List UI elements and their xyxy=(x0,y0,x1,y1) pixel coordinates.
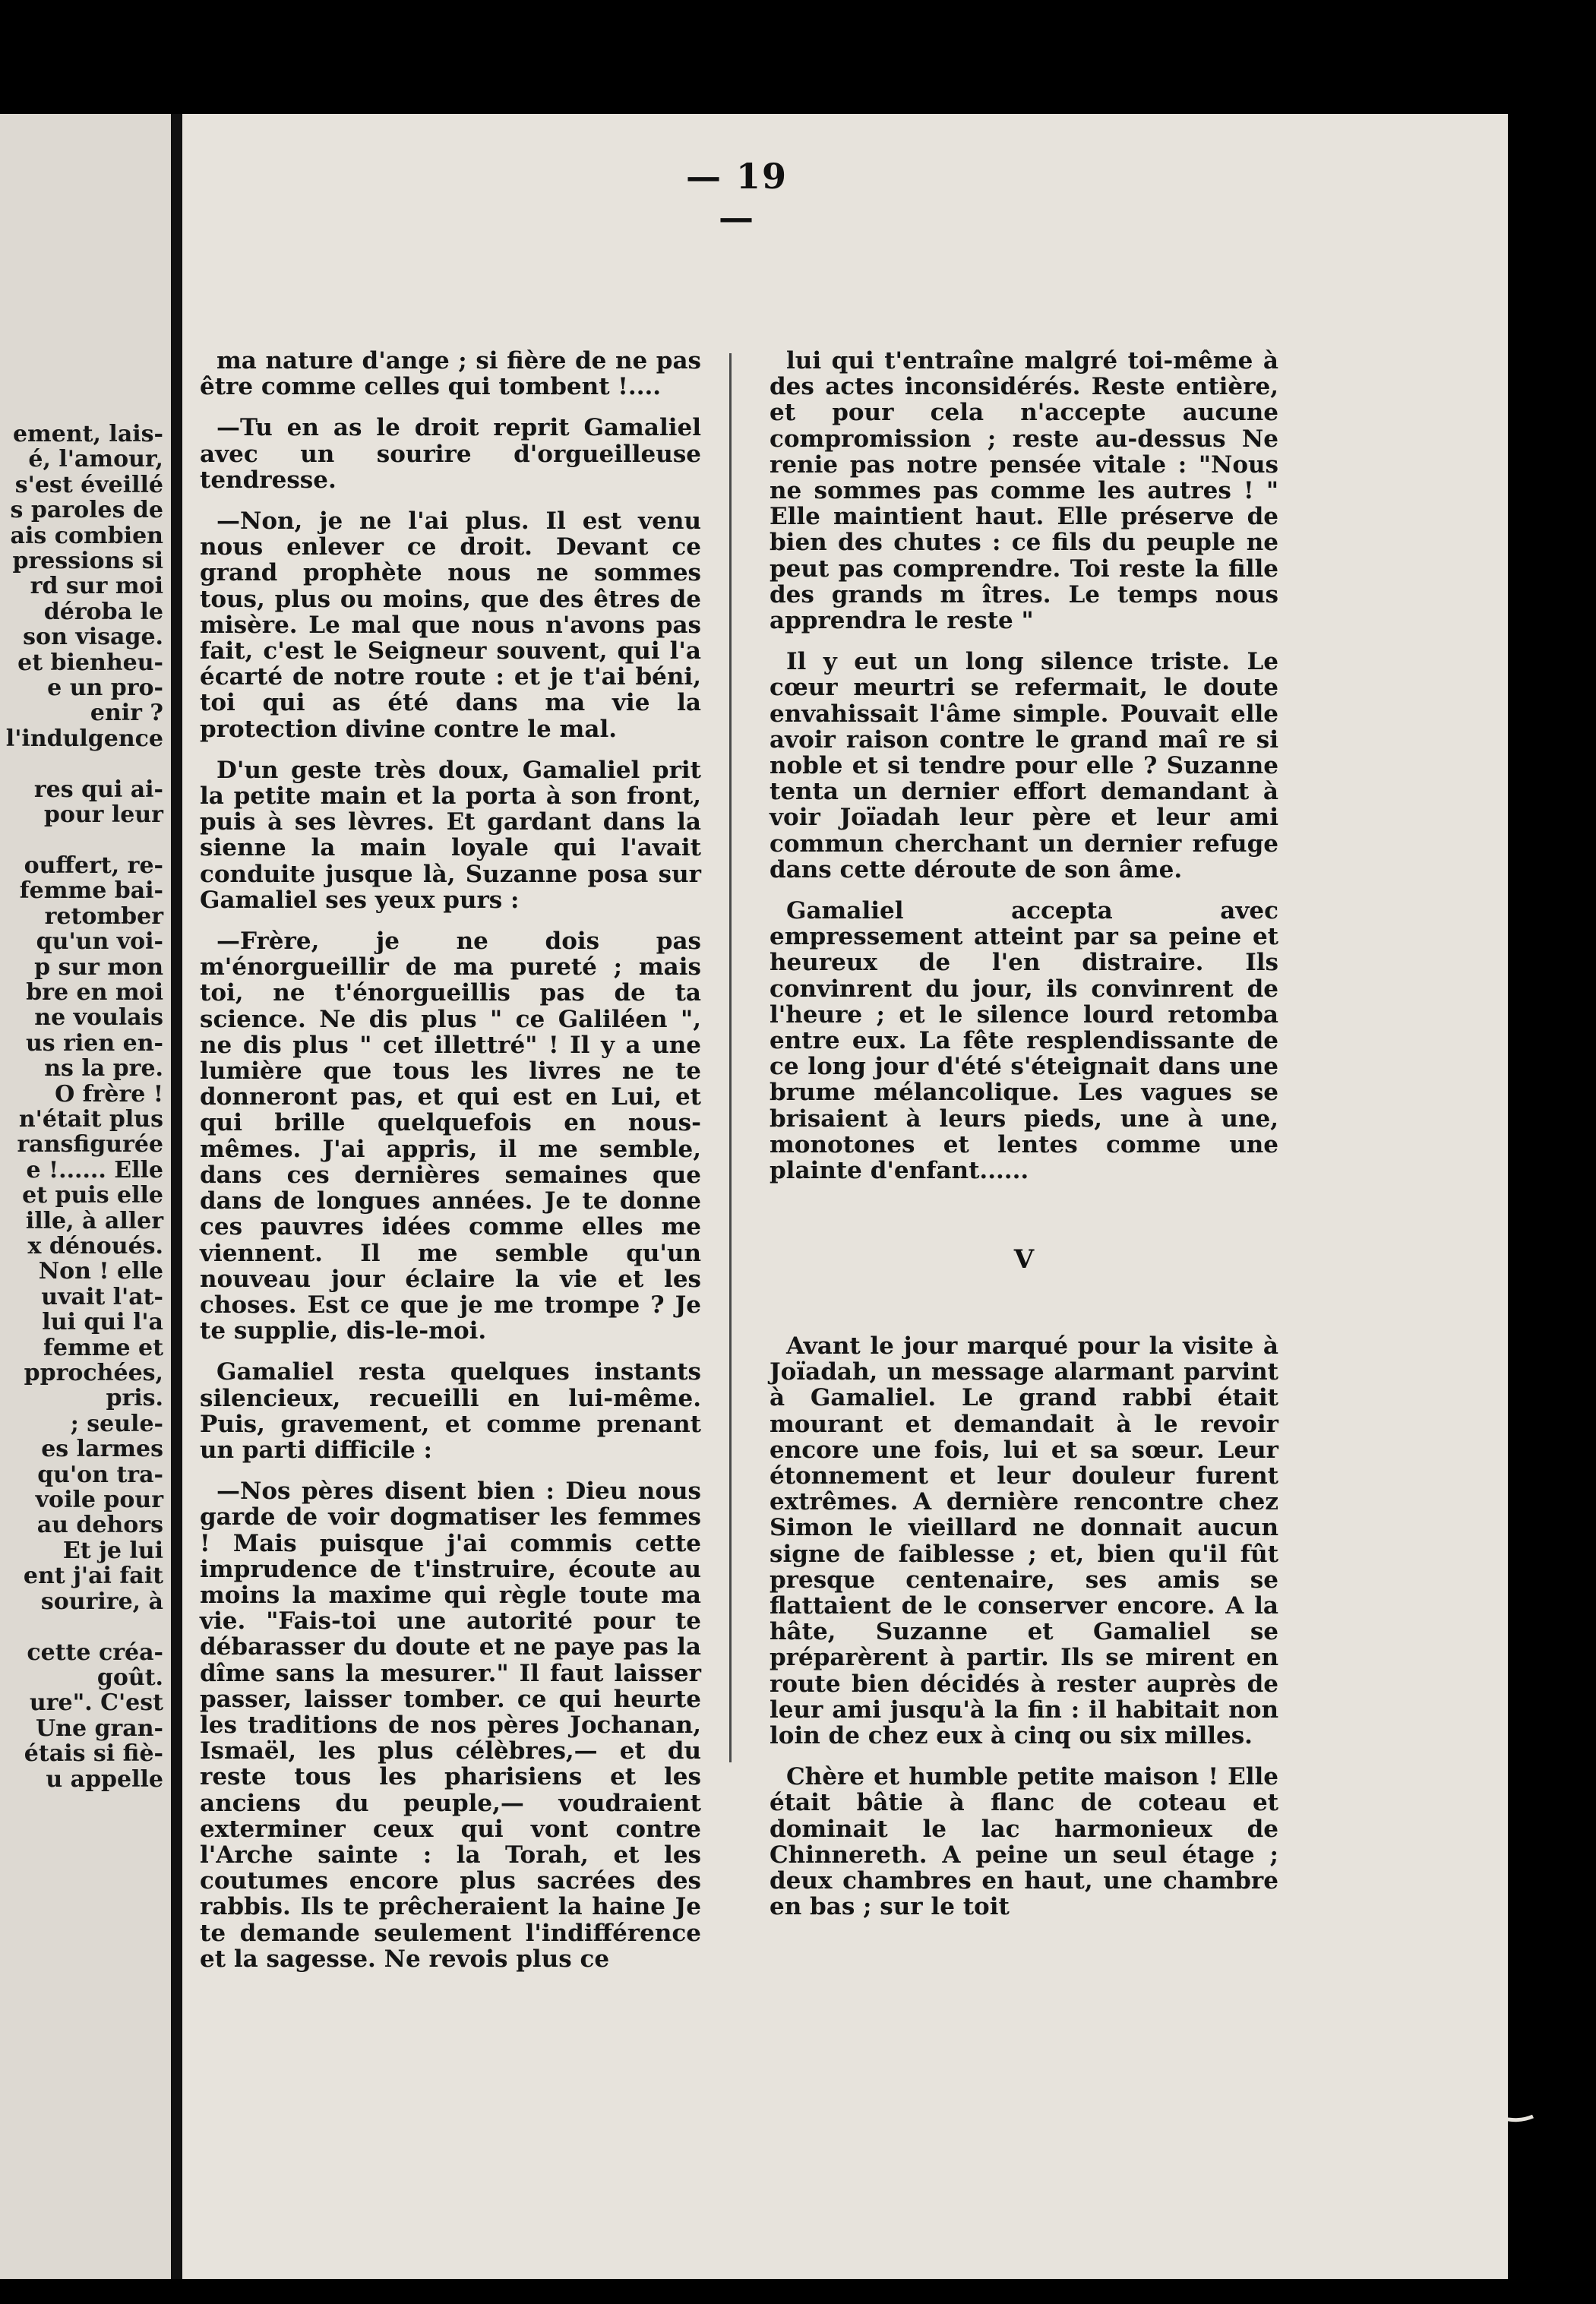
facing-page-line: ement, lais- xyxy=(12,421,163,447)
facing-page-text xyxy=(0,422,163,1792)
facing-page-line: n'était plus xyxy=(18,1105,163,1133)
facing-page-line: et bienheu- xyxy=(17,649,163,676)
facing-page-line: é, l'amour, xyxy=(28,446,163,473)
facing-page-fragment xyxy=(0,114,171,2279)
paragraph: Chère et humble petite maison ! Elle était bâtie à flanc de coteau et dominait le lac harmonieux de Chinnereth. A peine un seul étage ; deux chambres en haut, une chambre en bas ; sur le toit xyxy=(770,1763,1278,1921)
facing-page-line: lui qui l'a xyxy=(42,1309,163,1336)
facing-page-line: Non ! elle xyxy=(38,1258,163,1285)
facing-page-line: res qui ai- xyxy=(33,776,163,803)
facing-page-line: femme et xyxy=(43,1334,163,1361)
facing-page-line: qu'un voi- xyxy=(36,928,163,956)
paragraph: Gamaliel accepta avec empressement atteint par sa peine et heureux de l'en distraire. Ils convinrent du jour, ils convinrent de l'heure ; et le silence lourd retomba entre eux. La fête resplendissante de ce long jour d'été s'éteignait dans une brume mélancolique. Les vagues se brisaient à leurs pieds, une à une, monotones et lentes comme une plainte d'enfant...... xyxy=(770,897,1278,1185)
facing-page-line: ransfigurée xyxy=(17,1131,163,1158)
paragraph: Avant le jour marqué pour la visite à Joïadah, un message alarmant parvint à Gamaliel. Le grand rabbi était mourant et demandait à le revoir encore une fois, lui et sa sœur. Leur étonnement et leur douleur furent extrêmes. A dernière rencontre chez Simon le vieillard ne donnait aucun signe de faiblesse ; et, bien qu'il fût presque centenaire, ses amis se flattaient de le conserver encore. A la hâte, Suzanne et Gamaliel se préparèrent à partir. Ils se mirent en route bien décidés à rester auprès de leur ami jusqu'à la fin : il habitait non loin de chez eux à cinq ou six milles. xyxy=(770,1332,1278,1750)
paragraph: ma nature d'ange ; si fière de ne pas être comme celles qui tombent !.... xyxy=(200,347,701,401)
facing-page-line: us rien en- xyxy=(25,1029,163,1057)
facing-page-line: es larmes xyxy=(41,1436,163,1463)
facing-page-line: ent j'ai fait xyxy=(23,1563,163,1590)
facing-page-line: rd sur moi xyxy=(30,573,163,600)
facing-page-line: pris. xyxy=(106,1385,163,1412)
facing-page-line xyxy=(0,751,163,776)
facing-page-line: Et je lui xyxy=(62,1537,163,1564)
column-divider xyxy=(729,353,732,1762)
facing-page-line: son visage. xyxy=(23,624,163,651)
facing-page-line: O frère ! xyxy=(55,1080,163,1108)
text-column-right xyxy=(770,348,1278,1199)
facing-page-line: ne voulais xyxy=(34,1004,163,1032)
paragraph: lui qui t'entraîne malgré toi-même à des actes inconsidérés. Reste entière, et pour cela n'accepte aucune compromission ; reste au-dessus Ne renie pas notre pensée vitale : "Nous ne sommes pas comme les autres ! " Elle maintient haut. Elle préserve de bien des chutes : ce fils du peuple ne peut pas comprendre. Toi reste la fille des grands m îtres. Le temps nous apprendra le reste " xyxy=(770,347,1278,635)
facing-page-line: cette créa- xyxy=(27,1639,163,1666)
facing-page-line: enir ? xyxy=(90,700,163,727)
facing-page-line: u appelle xyxy=(46,1765,163,1793)
facing-page-line: ure". C'est xyxy=(29,1689,163,1717)
facing-page-line: goût. xyxy=(96,1664,163,1691)
facing-page-line: ouffert, re- xyxy=(24,852,163,879)
facing-page-line: s'est éveillé xyxy=(14,471,163,498)
facing-page-line: sourire, à xyxy=(40,1588,163,1615)
facing-page-line: pour leur xyxy=(43,801,163,829)
facing-page-line: retomber xyxy=(44,902,163,930)
facing-page-line: s paroles de xyxy=(10,497,163,524)
paragraph: —Tu en as le droit reprit Gamaliel avec un sourire d'orgueilleuse tendresse. xyxy=(200,414,701,494)
facing-page-line: voile pour xyxy=(35,1487,163,1514)
facing-page-line: x dénoués. xyxy=(27,1233,163,1259)
facing-page-line: et puis elle xyxy=(22,1182,163,1209)
paragraph: Il y eut un long silence triste. Le cœur meurtri se refermait, le doute envahissait l'âme simple. Pouvait elle avoir raison contre le grand maî re si noble et si tendre pour elle ? Suzanne tenta un dernier effort demandant à voir Joïadah leur père et leur ami commun cherchant un dernier refuge dans cette déroute de son âme. xyxy=(770,648,1278,883)
paragraph: Gamaliel resta quelques instants silencieux, recueilli en lui-même. Puis, gravement, et comme prenant un parti difficile : xyxy=(200,1358,701,1464)
paragraph: —Non, je ne l'ai plus. Il est venu nous enlever ce droit. Devant ce grand prophète nous ne sommes tous, plus ou moins, que des êtres de misère. Le mal que nous n'avons pas fait, c'est le Seigneur souvent, qui l'a écarté de notre route : et je t'ai béni, toi qui as été dans ma vie la protection divine contre le mal. xyxy=(200,507,701,743)
paragraph: —Nos pères disent bien : Dieu nous garde de voir dogmatiser les femmes ! Mais puisque j'ai commis cette imprudence de t'instruire, écoute au moins la maxime qui règle toute ma vie. "Fais-toi une autorité pour te débarasser du doute et ne paye pas la dîme sans la mesurer." Il faut laisser passer, laisser tomber. ce qui heurte les traditions de nos pères Jochanan, Ismaël, les plus célèbres,— et du reste tous les pharisiens et les anciens du peuple,— voudraient exterminer ceux qui vont contre l'Arche sainte : la Torah, et les coutumes encore plus sacrées des rabbis. Ils te prêcheraient la haine Je te demande seulement l'indifférence et la sagesse. Ne revois plus ce xyxy=(200,1478,701,1973)
facing-page-line: ille, à aller xyxy=(25,1207,163,1234)
facing-page-line: bre en moi xyxy=(26,978,163,1006)
facing-page-line: ais combien xyxy=(10,522,163,549)
chapter-heading: V xyxy=(1013,1244,1035,1275)
facing-page-line: ns la pre. xyxy=(44,1055,163,1082)
scan-smudge-icon xyxy=(1489,2110,1534,2127)
facing-page-line: uvait l'at- xyxy=(41,1283,163,1310)
facing-page-line: étais si fiè- xyxy=(24,1740,163,1768)
text-column-left xyxy=(200,348,701,1987)
facing-page-line: déroba le xyxy=(43,598,163,625)
facing-page-line xyxy=(0,1614,163,1639)
facing-page-line: qu'on tra- xyxy=(37,1461,163,1488)
page-gutter xyxy=(171,114,182,2279)
facing-page-line xyxy=(0,828,163,853)
facing-page-line: e !...... Elle xyxy=(26,1156,163,1184)
facing-page-line: femme bai- xyxy=(19,877,163,905)
page-number: — 19 — xyxy=(685,156,789,238)
facing-page-line: au dehors xyxy=(36,1512,163,1539)
facing-page-line: l'indulgence xyxy=(5,725,163,752)
text-column-right-chapter xyxy=(770,1333,1278,1935)
paragraph: —Frère, je ne dois pas m'énorgueillir de ma pureté ; mais toi, ne t'énorgueillis pas de ta science. Ne dis plus " ce Galiléen ", ne dis plus " cet illettré" ! Il y a une lumière que tous les livres ne te donneront pas, et qui est en Lui, et qui brille quelquefois en nous-mêmes. J'ai appris, il me semble, dans ces dernières semaines que dans de longues années. Je te donne ces pauvres idées comme elles me viennent. Il me semble qu'un nouveau jour éclaire la vie et les choses. Est ce que je me trompe ? Je te supplie, dis-le-moi. xyxy=(200,928,701,1345)
facing-page-line: ; seule- xyxy=(70,1410,163,1437)
facing-page-line: e un pro- xyxy=(47,675,163,702)
facing-page-line: p sur mon xyxy=(34,953,163,981)
facing-page-line: pprochées, xyxy=(24,1360,163,1387)
paragraph: D'un geste très doux, Gamaliel prit la petite main et la porta à son front, puis à ses lèvres. Et gardant dans la sienne la main loyale qui l'avait conduite jusque là, Suzanne posa sur Gamaliel ses yeux purs : xyxy=(200,756,701,914)
facing-page-line: pressions si xyxy=(12,548,163,575)
facing-page-line: Une gran- xyxy=(36,1715,163,1742)
